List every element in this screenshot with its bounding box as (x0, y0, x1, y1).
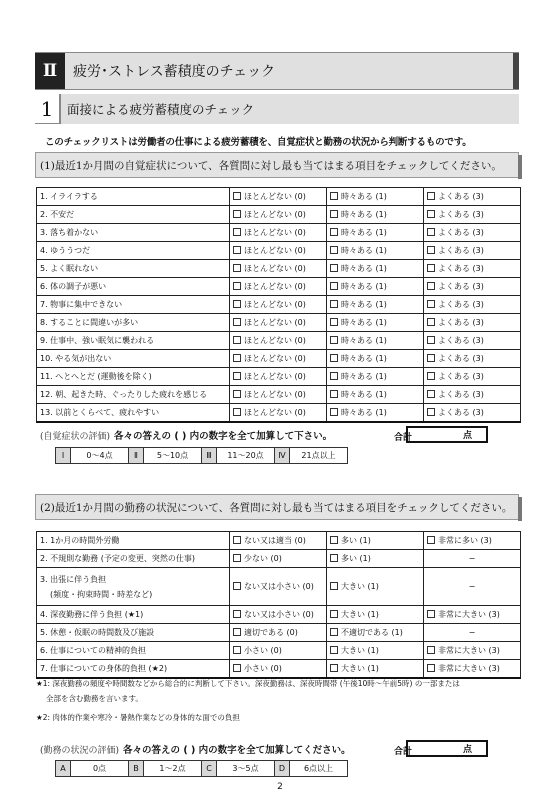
part2-total-unit: 点 (462, 745, 472, 755)
symptom-option-cell[interactable] (230, 242, 327, 260)
work-question-label: 4. 深夜勤務に伴う負担 (★1) (40, 610, 144, 619)
checkbox[interactable] (233, 210, 241, 218)
checkbox[interactable] (233, 264, 241, 272)
checkbox[interactable] (330, 192, 338, 200)
checkbox[interactable] (427, 536, 435, 544)
checkbox[interactable] (330, 646, 338, 654)
work-option-cell[interactable] (230, 642, 327, 660)
symptom-option-cell[interactable] (424, 242, 521, 260)
checkbox[interactable] (233, 390, 241, 398)
option-label: ほとんどない (0) (244, 372, 306, 381)
checkbox[interactable] (330, 582, 338, 590)
option-label: 非常に多い (3) (438, 536, 492, 545)
note-1 (36, 676, 460, 706)
section-title: 疲労･ストレス蓄積度のチェック (73, 64, 276, 80)
option-label: よくある (3) (438, 336, 484, 345)
option-label: よくある (3) (438, 318, 484, 327)
symptom-question: 1. イライラする (37, 188, 230, 206)
scale-value: 5〜10点 (144, 448, 202, 464)
symptom-row (37, 368, 521, 386)
scale-value: 0点 (71, 761, 129, 777)
option-label: 多い (1) (341, 554, 371, 563)
option-label: ほとんどない (0) (244, 336, 306, 345)
part1-eval-text: 各々の答えの ( ) 内の数字を全て加算して下さい。 (114, 431, 333, 442)
option-label: よくある (3) (438, 246, 484, 255)
option-label: 大きい (1) (341, 582, 379, 591)
part2-heading (35, 494, 519, 520)
checkbox[interactable] (427, 192, 435, 200)
work-option-cell[interactable] (327, 642, 424, 660)
symptom-question: 8. することに間違いが多い (37, 314, 230, 332)
scale-key: D (275, 761, 290, 777)
part2-total-label: 合計 (394, 747, 413, 757)
symptom-option-cell[interactable] (230, 260, 327, 278)
subsection-number: 1 (35, 94, 59, 124)
symptom-option-cell[interactable] (424, 206, 521, 224)
part1-heading-shadow (518, 155, 522, 179)
work-row (37, 624, 521, 642)
symptom-row (37, 386, 521, 404)
symptom-option-cell[interactable] (230, 278, 327, 296)
option-label: よくある (3) (438, 354, 484, 363)
checkbox[interactable] (330, 554, 338, 562)
option-label: よくある (3) (438, 390, 484, 399)
symptom-row (37, 404, 521, 422)
work-question-label: 1. 1か月の時間外労働 (40, 536, 120, 545)
work-question (37, 606, 230, 624)
option-label: 時々ある (1) (341, 336, 387, 345)
option-label: ない又は適当 (0) (244, 536, 306, 545)
symptom-option-cell[interactable] (424, 260, 521, 278)
work-option-cell[interactable] (327, 568, 424, 606)
scale-key: Ⅳ (275, 448, 290, 464)
checkbox[interactable] (330, 210, 338, 218)
work-question-label: 7. 仕事についての身体的負担 (★2) (40, 663, 168, 673)
work-option-cell[interactable] (230, 532, 327, 550)
symptom-question: 10. やる気が出ない (37, 350, 230, 368)
option-label: 時々ある (1) (341, 246, 387, 255)
checkbox[interactable] (330, 228, 338, 236)
symptom-question: 13. 以前とくらべて、疲れやすい (37, 404, 230, 422)
work-question (37, 660, 230, 678)
symptom-option-cell[interactable] (230, 386, 327, 404)
scale-key: Ⅱ (129, 448, 144, 464)
symptom-question: 6. 体の調子が悪い (37, 278, 230, 296)
symptom-option-cell[interactable] (230, 224, 327, 242)
option-label: 不適切である (1) (341, 628, 403, 637)
symptom-option-cell[interactable] (327, 350, 424, 368)
work-option-cell[interactable] (424, 532, 521, 550)
scale-key: A (56, 761, 71, 777)
checkbox[interactable] (233, 646, 241, 654)
option-label: ほとんどない (0) (244, 300, 306, 309)
scale-key: Ⅰ (56, 448, 71, 464)
checkbox[interactable] (427, 390, 435, 398)
symptom-question: 3. 落ち着かない (37, 224, 230, 242)
option-label: 時々ある (1) (341, 372, 387, 381)
option-label: 非常に大きい (3) (438, 646, 500, 655)
symptom-option-cell[interactable] (230, 404, 327, 422)
checkbox[interactable] (330, 354, 338, 362)
option-label: 大きい (1) (341, 610, 379, 619)
work-question-label: 6. 仕事についての精神的負担 (40, 646, 147, 655)
symptom-row (37, 278, 521, 296)
work-question (37, 532, 230, 550)
symptom-question: 12. 朝、起きた時、ぐったりした疲れを感じる (37, 386, 230, 404)
scale-value: 21点以上 (290, 448, 348, 464)
option-label: 大きい (1) (341, 663, 379, 673)
checkbox[interactable] (233, 336, 241, 344)
checkbox[interactable] (427, 246, 435, 254)
checkbox[interactable] (233, 554, 241, 562)
option-label: ほとんどない (0) (244, 407, 306, 417)
work-question-label: 3. 出張に伴う負担 (40, 574, 107, 584)
note-2: ★2: 肉体的作業や寒冷・暑熱作業などの身体的な面での負担 (36, 713, 240, 722)
symptom-table (36, 187, 521, 423)
option-label: 時々ある (1) (341, 407, 387, 417)
option-label: 時々ある (1) (341, 264, 387, 273)
scale-row (56, 761, 348, 777)
checkbox[interactable] (330, 264, 338, 272)
note-1-line-a: ★1: 深夜勤務の頻度や時間数などから総合的に判断して下さい。深夜勤務は、深夜時間帯 (午後10時〜午前5時) の一部または (36, 679, 460, 688)
symptom-option-cell[interactable] (327, 296, 424, 314)
option-label: 大きい (1) (341, 646, 379, 655)
work-question (37, 624, 230, 642)
option-label: 非常に大きい (3) (438, 610, 500, 619)
option-label: 時々ある (1) (341, 192, 387, 201)
checkbox[interactable] (427, 264, 435, 272)
checkbox[interactable] (330, 300, 338, 308)
symptom-option-cell[interactable] (424, 404, 521, 422)
checkbox[interactable] (330, 664, 338, 672)
work-option-cell[interactable] (327, 660, 424, 678)
symptom-option-cell[interactable] (424, 386, 521, 404)
checkbox[interactable] (427, 282, 435, 290)
checkbox[interactable] (330, 536, 338, 544)
part2-heading-shadow (518, 497, 522, 521)
option-label: ほとんどない (0) (244, 228, 306, 237)
work-option-cell[interactable] (424, 624, 521, 642)
part2-scale-table (55, 760, 348, 777)
checkbox[interactable] (330, 628, 338, 636)
symptom-option-cell[interactable] (230, 368, 327, 386)
symptom-option-cell[interactable] (327, 314, 424, 332)
symptom-option-cell[interactable] (230, 350, 327, 368)
option-label: 時々ある (1) (341, 210, 387, 219)
scale-value: 0〜4点 (71, 448, 129, 464)
page-number: 2 (277, 782, 283, 792)
option-label: ほとんどない (0) (244, 210, 306, 219)
work-question-sublabel: (頻度・拘束時間・時差など) (50, 589, 153, 599)
subsection-title: 面接による疲労蓄積度のチェック (59, 94, 519, 124)
symptom-option-cell[interactable] (327, 332, 424, 350)
dash: − (468, 554, 476, 563)
option-label: よくある (3) (438, 300, 484, 309)
part1-eval-prefix: (自覚症状の評価) (40, 431, 111, 442)
part1-eval-line (40, 428, 332, 442)
work-row (37, 550, 521, 568)
symptom-option-cell[interactable] (327, 404, 424, 422)
option-label: よくある (3) (438, 407, 484, 417)
option-label: ほとんどない (0) (244, 192, 306, 201)
option-label: よくある (3) (438, 192, 484, 201)
symptom-option-cell[interactable] (424, 224, 521, 242)
part1-heading (35, 152, 519, 178)
section-header (35, 52, 519, 90)
checkbox[interactable] (233, 582, 241, 590)
symptom-option-cell[interactable] (230, 206, 327, 224)
part2-eval-text: 各々の答えの ( ) 内の数字を全て加算してください。 (123, 745, 351, 756)
symptom-option-cell[interactable] (424, 296, 521, 314)
part1-total-label: 合計 (394, 433, 413, 443)
option-label: 時々ある (1) (341, 228, 387, 237)
option-label: ほとんどない (0) (244, 246, 306, 255)
work-option-cell[interactable] (424, 642, 521, 660)
symptom-row (37, 242, 521, 260)
option-label: よくある (3) (438, 210, 484, 219)
symptom-option-cell[interactable] (424, 314, 521, 332)
symptom-option-cell[interactable] (230, 188, 327, 206)
part1-scale-table (55, 447, 348, 464)
symptom-row (37, 188, 521, 206)
scale-key: Ⅲ (202, 448, 217, 464)
checkbox[interactable] (233, 536, 241, 544)
checkbox[interactable] (330, 408, 338, 416)
checkbox[interactable] (330, 282, 338, 290)
section-numeral: Ⅱ (35, 53, 65, 89)
checkbox[interactable] (233, 192, 241, 200)
intro-text: このチェックリストは労働者の仕事による疲労蓄積を、自覚症状と勤務の状況から判断するものです。 (45, 137, 472, 148)
work-option-cell[interactable] (230, 660, 327, 678)
checkbox[interactable] (233, 318, 241, 326)
section-shadow (513, 53, 519, 89)
work-question-label: 2. 不規則な勤務 (予定の変更、突然の仕事) (40, 554, 195, 563)
checkbox[interactable] (233, 282, 241, 290)
option-label: 適切である (0) (244, 628, 298, 637)
option-label: 小さい (0) (244, 663, 282, 673)
option-label: よくある (3) (438, 264, 484, 273)
symptom-option-cell[interactable] (327, 242, 424, 260)
scale-value: 1〜2点 (144, 761, 202, 777)
symptom-option-cell[interactable] (327, 278, 424, 296)
work-row (37, 532, 521, 550)
symptom-row (37, 224, 521, 242)
checkbox[interactable] (233, 664, 241, 672)
symptom-option-cell[interactable] (327, 368, 424, 386)
option-label: 時々ある (1) (341, 300, 387, 309)
dash: − (468, 628, 476, 637)
option-label: ない又は小さい (0) (244, 610, 314, 619)
symptom-option-cell[interactable] (327, 260, 424, 278)
work-question (37, 568, 230, 606)
option-label: 時々ある (1) (341, 354, 387, 363)
work-option-cell[interactable] (230, 550, 327, 568)
checkbox[interactable] (330, 336, 338, 344)
work-option-cell[interactable] (327, 532, 424, 550)
option-label: ない又は小さい (0) (244, 582, 314, 591)
checkbox[interactable] (427, 646, 435, 654)
option-label: 少ない (0) (244, 554, 282, 563)
checkbox[interactable] (427, 210, 435, 218)
symptom-option-cell[interactable] (424, 332, 521, 350)
checkbox[interactable] (427, 300, 435, 308)
work-question-label: 5. 休憩・仮眠の時間数及び施設 (40, 628, 155, 637)
part1-heading-text: (1)最近1か月間の自覚症状について、各質問に対し最も当てはまる項目をチェックしてください。 (40, 159, 502, 172)
symptom-question: 11. へとへとだ (運動後を除く) (37, 368, 230, 386)
option-label: 時々ある (1) (341, 390, 387, 399)
checkbox[interactable] (427, 336, 435, 344)
scale-row (56, 448, 348, 464)
work-row (37, 606, 521, 624)
option-label: ほとんどない (0) (244, 354, 306, 363)
checkbox[interactable] (233, 628, 241, 636)
symptom-option-cell[interactable] (230, 296, 327, 314)
option-label: 時々ある (1) (341, 282, 387, 291)
option-label: よくある (3) (438, 228, 484, 237)
symptom-option-cell[interactable] (424, 368, 521, 386)
work-row (37, 660, 521, 678)
option-label: 多い (1) (341, 536, 371, 545)
work-option-cell[interactable] (230, 624, 327, 642)
part1-total-box[interactable] (394, 426, 488, 443)
part2-eval-line (40, 742, 351, 756)
scale-key: C (202, 761, 217, 777)
work-option-cell[interactable] (327, 624, 424, 642)
symptom-question: 2. 不安だ (37, 206, 230, 224)
subsection-header (35, 94, 519, 124)
work-question (37, 550, 230, 568)
work-table (36, 531, 521, 679)
checkbox[interactable] (233, 372, 241, 380)
symptom-option-cell[interactable] (424, 350, 521, 368)
symptom-option-cell[interactable] (230, 332, 327, 350)
scale-key: B (129, 761, 144, 777)
symptom-option-cell[interactable] (424, 188, 521, 206)
checkbox[interactable] (233, 610, 241, 618)
checkbox[interactable] (427, 408, 435, 416)
symptom-question: 7. 物事に集中できない (37, 296, 230, 314)
checkbox[interactable] (233, 408, 241, 416)
work-option-cell[interactable] (327, 606, 424, 624)
symptom-option-cell[interactable] (327, 386, 424, 404)
checkbox[interactable] (427, 372, 435, 380)
work-option-cell[interactable] (424, 606, 521, 624)
checkbox[interactable] (427, 318, 435, 326)
note-1-line-b: 全部を含む勤務を言います。 (46, 694, 143, 703)
work-question (37, 642, 230, 660)
work-option-cell[interactable] (424, 550, 521, 568)
work-option-cell[interactable] (424, 660, 521, 678)
symptom-row (37, 260, 521, 278)
symptom-row (37, 350, 521, 368)
symptom-question: 9. 仕事中、強い眠気に襲われる (37, 332, 230, 350)
checkbox[interactable] (427, 228, 435, 236)
checkbox[interactable] (330, 246, 338, 254)
part2-total-box[interactable] (394, 740, 488, 757)
option-label: ほとんどない (0) (244, 282, 306, 291)
work-option-cell[interactable] (424, 568, 521, 606)
checkbox[interactable] (330, 390, 338, 398)
symptom-row (37, 206, 521, 224)
scale-value: 3〜5点 (217, 761, 275, 777)
work-option-cell[interactable] (327, 550, 424, 568)
symptom-option-cell[interactable] (424, 278, 521, 296)
checkbox[interactable] (233, 246, 241, 254)
work-option-cell[interactable] (230, 606, 327, 624)
symptom-row (37, 332, 521, 350)
symptom-row (37, 296, 521, 314)
dash: − (468, 582, 476, 591)
checkbox[interactable] (330, 318, 338, 326)
part1-total-unit: 点 (462, 431, 472, 441)
checkbox[interactable] (427, 664, 435, 672)
scale-value: 11〜20点 (217, 448, 275, 464)
option-label: よくある (3) (438, 282, 484, 291)
option-label: 時々ある (1) (341, 318, 387, 327)
symptom-option-cell[interactable] (230, 314, 327, 332)
checkbox[interactable] (427, 610, 435, 618)
part2-eval-prefix: (勤務の状況の評価) (40, 745, 120, 756)
symptom-option-cell[interactable] (327, 206, 424, 224)
symptom-question: 4. ゆううつだ (37, 242, 230, 260)
checkbox[interactable] (233, 300, 241, 308)
symptom-row (37, 314, 521, 332)
work-row (37, 568, 521, 606)
symptom-option-cell[interactable] (327, 188, 424, 206)
option-label: 小さい (0) (244, 646, 282, 655)
scale-value: 6点以上 (290, 761, 348, 777)
work-row (37, 642, 521, 660)
symptom-question: 5. よく眠れない (37, 260, 230, 278)
checkbox[interactable] (330, 372, 338, 380)
checkbox[interactable] (330, 610, 338, 618)
checkbox[interactable] (233, 354, 241, 362)
checkbox[interactable] (427, 354, 435, 362)
option-label: ほとんどない (0) (244, 264, 306, 273)
part2-heading-text: (2)最近1か月間の勤務の状況について、各質問に対し最も当てはまる項目をチェックしてください。 (40, 501, 513, 514)
option-label: ほとんどない (0) (244, 318, 306, 327)
symptom-option-cell[interactable] (327, 224, 424, 242)
option-label: よくある (3) (438, 372, 484, 381)
option-label: ほとんどない (0) (244, 390, 306, 399)
work-option-cell[interactable] (230, 568, 327, 606)
option-label: 非常に大きい (3) (438, 663, 500, 673)
checkbox[interactable] (233, 228, 241, 236)
